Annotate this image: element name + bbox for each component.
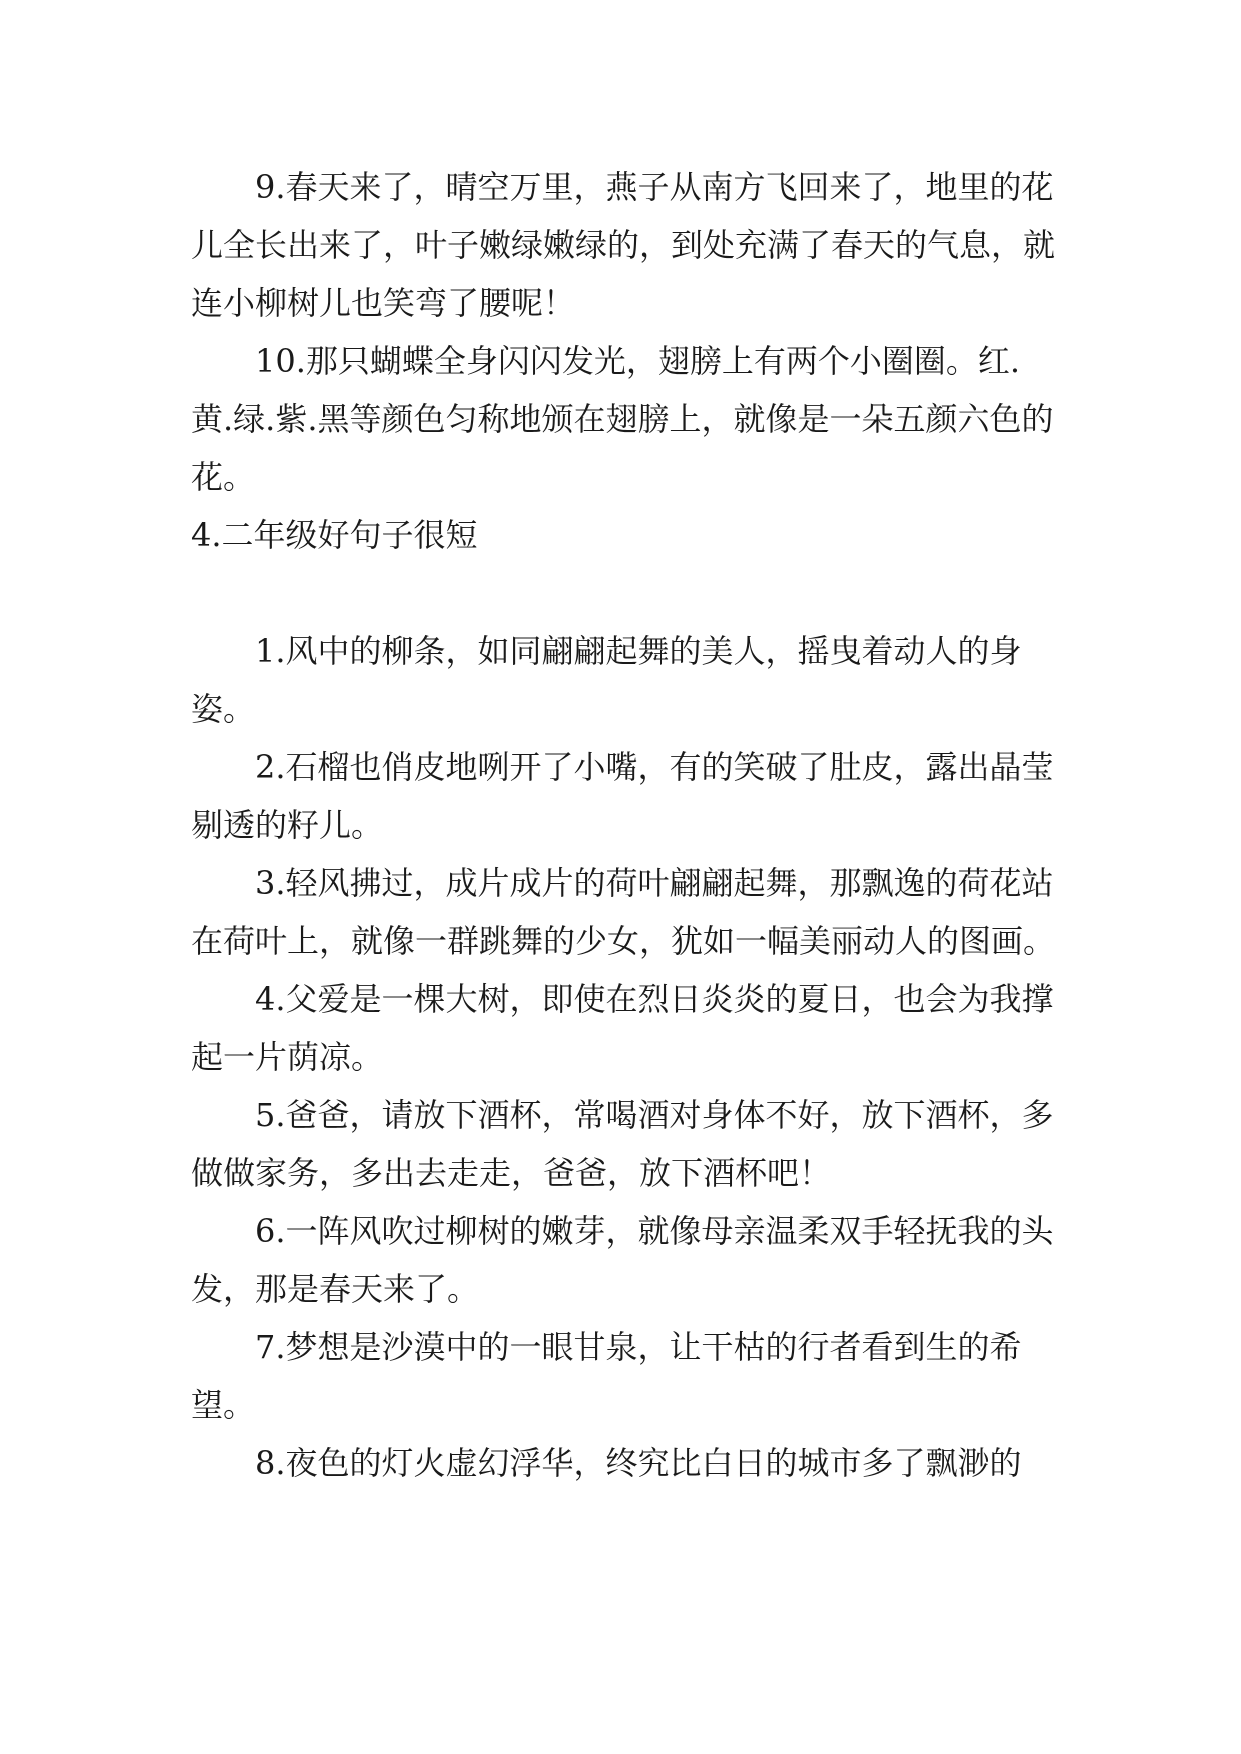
sentence-5: 5.爸爸，请放下酒杯，常喝酒对身体不好，放下酒杯，多做做家务，多出去走走，爸爸，放下酒杯吧！ <box>191 1096 1054 1192</box>
sentence-8: 8.夜色的灯火虚幻浮华，终究比白日的城市多了飘渺的 <box>255 1444 1022 1482</box>
sentence-3: 3.轻风拂过，成片成片的荷叶翩翩起舞，那飘逸的荷花站在荷叶上，就像一群跳舞的少女，犹如一幅美丽动人的图画。 <box>191 864 1056 960</box>
document-body <box>191 158 1057 1492</box>
sentence-6: 6.一阵风吹过柳树的嫩芽，就像母亲温柔双手轻抚我的头发，那是春天来了。 <box>191 1212 1054 1308</box>
sentence-4: 4.父爱是一棵大树，即使在烈日炎炎的夏日，也会为我撑起一片荫凉。 <box>191 980 1054 1076</box>
paragraph-9: 9.春天来了，晴空万里，燕子从南方飞回来了，地里的花儿全长出来了，叶子嫩绿嫩绿的，到处充满了春天的气息，就连小柳树儿也笑弯了腰呢！ <box>191 168 1056 322</box>
sentence-7: 7.梦想是沙漠中的一眼甘泉，让干枯的行者看到生的希望。 <box>191 1328 1022 1424</box>
section-spacer <box>191 564 1057 622</box>
section-heading: 4.二年级好句子很短 <box>191 516 478 554</box>
paragraph-10: 10.那只蝴蝶全身闪闪发光，翅膀上有两个小圈圈。红.黄.绿.紫.黑等颜色匀称地颁在翅膀上，就像是一朵五颜六色的花。 <box>191 342 1054 496</box>
sentence-1: 1.风中的柳条，如同翩翩起舞的美人，摇曳着动人的身姿。 <box>191 632 1022 728</box>
sentence-2: 2.石榴也俏皮地咧开了小嘴，有的笑破了肚皮，露出晶莹剔透的籽儿。 <box>191 748 1054 844</box>
